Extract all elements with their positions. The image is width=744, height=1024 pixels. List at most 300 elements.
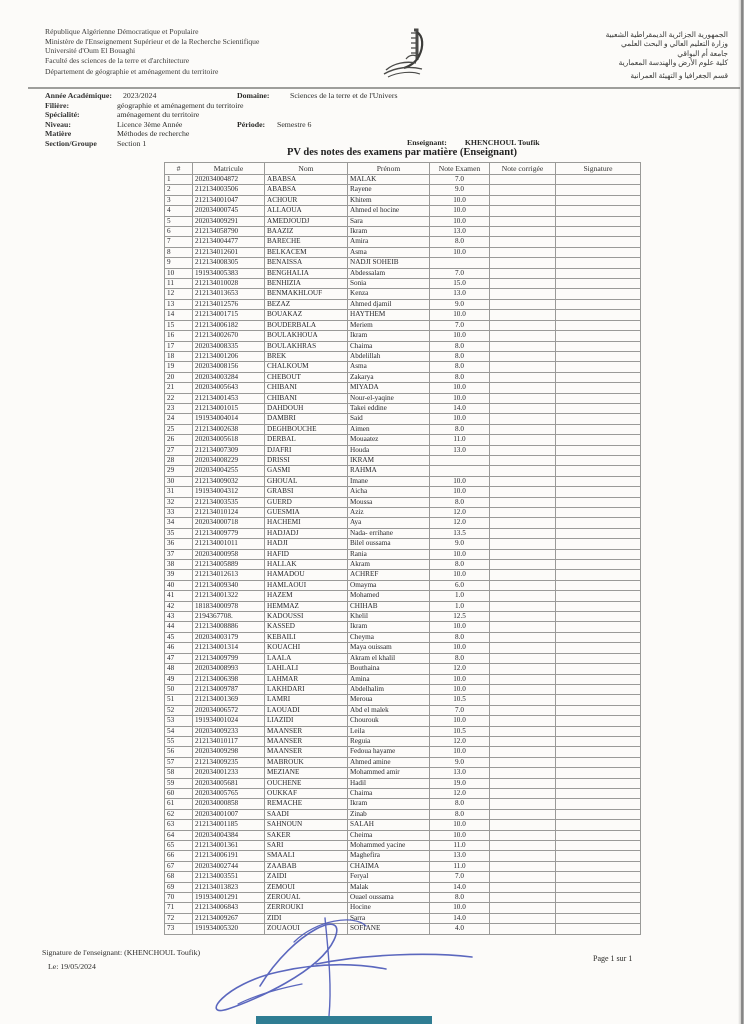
signature-cell	[556, 924, 641, 934]
table-row	[165, 320, 641, 330]
prenom-cell: Abdessalam	[348, 268, 430, 278]
row-number: 53	[165, 716, 193, 726]
note-examen-cell: 10.5	[430, 726, 490, 736]
signature-date: Le: 19/05/2024	[48, 962, 96, 971]
prenom-cell: Khelil	[348, 612, 430, 622]
matricule-cell: 202034001233	[193, 768, 265, 778]
bottom-scan-bar	[256, 1016, 432, 1024]
note-corrigee-cell	[490, 757, 556, 767]
table-row	[165, 747, 641, 757]
note-corrigee-cell	[490, 383, 556, 393]
nom-cell: REMACHE	[265, 799, 348, 809]
note-corrigee-cell	[490, 351, 556, 361]
matricule-cell: 212134006398	[193, 674, 265, 684]
note-corrigee-cell	[490, 778, 556, 788]
prenom-cell: Maya ouissam	[348, 643, 430, 653]
note-examen-cell: 8.0	[430, 560, 490, 570]
prenom-cell: Sonia	[348, 279, 430, 289]
note-corrigee-cell	[490, 466, 556, 476]
table-row	[165, 216, 641, 226]
signature-cell	[556, 841, 641, 851]
row-number: 9	[165, 258, 193, 268]
note-examen-cell: 10.0	[430, 684, 490, 694]
matricule-cell: 181834000978	[193, 601, 265, 611]
matricule-cell: 202034000745	[193, 206, 265, 216]
signature-cell	[556, 716, 641, 726]
prenom-cell: Mouaatez	[348, 435, 430, 445]
table-row	[165, 601, 641, 611]
matricule-cell: 202034003179	[193, 632, 265, 642]
matricule-cell: 191934004014	[193, 414, 265, 424]
nom-cell: MABROUK	[265, 757, 348, 767]
note-corrigee-cell	[490, 175, 556, 185]
matricule-cell: 212134006191	[193, 851, 265, 861]
matricule-cell: 212134009032	[193, 476, 265, 486]
prenom-cell: Sarra	[348, 913, 430, 923]
table-row	[165, 445, 641, 455]
note-examen-cell	[430, 258, 490, 268]
nom-cell: HALLAK	[265, 560, 348, 570]
header-line-ar: وزارة التعليم العالي و البحث العلمي	[621, 39, 728, 49]
row-number: 51	[165, 695, 193, 705]
signature-cell	[556, 383, 641, 393]
signature-cell	[556, 341, 641, 351]
nom-cell: ABABSA	[265, 185, 348, 195]
signature-cell	[556, 310, 641, 320]
note-examen-cell: 9.0	[430, 539, 490, 549]
signature-cell	[556, 476, 641, 486]
note-examen-cell: 7.0	[430, 268, 490, 278]
note-examen-cell: 14.0	[430, 403, 490, 413]
signature-cell	[556, 237, 641, 247]
col-matricule: Matricule	[193, 163, 265, 175]
signature-cell	[556, 299, 641, 309]
note-corrigee-cell	[490, 882, 556, 892]
matricule-cell: 202034004255	[193, 466, 265, 476]
note-corrigee-cell	[490, 695, 556, 705]
note-corrigee-cell	[490, 393, 556, 403]
prenom-cell: Chaima	[348, 341, 430, 351]
note-corrigee-cell	[490, 247, 556, 257]
note-corrigee-cell	[490, 216, 556, 226]
university-logo-icon	[376, 26, 432, 82]
matricule-cell: 212134005889	[193, 560, 265, 570]
note-corrigee-cell	[490, 528, 556, 538]
note-corrigee-cell	[490, 872, 556, 882]
note-corrigee-cell	[490, 747, 556, 757]
nom-cell: LIAZIDI	[265, 716, 348, 726]
matricule-cell: 212134010117	[193, 736, 265, 746]
col-signature: Signature	[556, 163, 641, 175]
table-row	[165, 591, 641, 601]
prenom-cell: Leila	[348, 726, 430, 736]
row-number: 55	[165, 736, 193, 746]
table-row	[165, 289, 641, 299]
nom-cell: CHIBANI	[265, 383, 348, 393]
matricule-cell: 191934005383	[193, 268, 265, 278]
row-number: 45	[165, 632, 193, 642]
row-number: 48	[165, 664, 193, 674]
signature-cell	[556, 445, 641, 455]
signature-cell	[556, 882, 641, 892]
matricule-cell: 212134013653	[193, 289, 265, 299]
note-corrigee-cell	[490, 601, 556, 611]
prenom-cell: Aimen	[348, 424, 430, 434]
table-row	[165, 383, 641, 393]
header-line: Département de géographie et aménagement du territoire	[45, 67, 219, 77]
prenom-cell: Rania	[348, 549, 430, 559]
nom-cell: BENHIZIA	[265, 279, 348, 289]
row-number: 11	[165, 279, 193, 289]
signature-cell	[556, 601, 641, 611]
matricule-cell: 202034009233	[193, 726, 265, 736]
prenom-cell: Said	[348, 414, 430, 424]
matricule-cell: 202034005618	[193, 435, 265, 445]
note-corrigee-cell	[490, 195, 556, 205]
signature-cell	[556, 632, 641, 642]
row-number: 41	[165, 591, 193, 601]
signature-cell	[556, 372, 641, 382]
nom-cell: HADJADJ	[265, 528, 348, 538]
prenom-cell: Ahmed el hocine	[348, 206, 430, 216]
info-value: Licence 3ème Année	[117, 119, 183, 129]
matricule-cell: 212134002638	[193, 424, 265, 434]
prenom-cell: CHIHAB	[348, 601, 430, 611]
row-number: 66	[165, 851, 193, 861]
row-number: 69	[165, 882, 193, 892]
note-examen-cell: 8.0	[430, 809, 490, 819]
note-examen-cell: 1.0	[430, 591, 490, 601]
table-row	[165, 632, 641, 642]
note-examen-cell: 12.0	[430, 736, 490, 746]
note-examen-cell: 10.0	[430, 487, 490, 497]
prenom-cell: Abdelhalim	[348, 684, 430, 694]
nom-cell: DRISSI	[265, 455, 348, 465]
row-number: 18	[165, 351, 193, 361]
table-row	[165, 403, 641, 413]
note-examen-cell: 9.0	[430, 185, 490, 195]
note-corrigee-cell	[490, 372, 556, 382]
info-row	[45, 101, 705, 111]
nom-cell: BENMAKHLOUF	[265, 289, 348, 299]
row-number: 42	[165, 601, 193, 611]
signature-cell	[556, 268, 641, 278]
row-number: 37	[165, 549, 193, 559]
prenom-cell: Hocine	[348, 903, 430, 913]
matricule-cell: 212134009787	[193, 684, 265, 694]
matricule-cell: 191934001024	[193, 716, 265, 726]
prenom-cell: Imane	[348, 476, 430, 486]
note-examen-cell: 12.0	[430, 518, 490, 528]
signature-cell	[556, 788, 641, 798]
matricule-cell: 212134013823	[193, 882, 265, 892]
table-row	[165, 310, 641, 320]
nom-cell: GASMI	[265, 466, 348, 476]
note-examen-cell: 10.0	[430, 476, 490, 486]
note-corrigee-cell	[490, 435, 556, 445]
row-number: 64	[165, 830, 193, 840]
row-number: 6	[165, 227, 193, 237]
nom-cell: KEBAILI	[265, 632, 348, 642]
signature-cell	[556, 913, 641, 923]
nom-cell: LAMRI	[265, 695, 348, 705]
table-row	[165, 227, 641, 237]
info-value: géographie et aménagement du territoire	[117, 100, 244, 110]
signature-cell	[556, 455, 641, 465]
row-number: 23	[165, 403, 193, 413]
table-row	[165, 622, 641, 632]
prenom-cell: Zinab	[348, 809, 430, 819]
note-examen-cell: 12.0	[430, 664, 490, 674]
signature-cell	[556, 362, 641, 372]
header-line-ar: جامعة أم البواقي	[677, 48, 728, 58]
table-row	[165, 185, 641, 195]
matricule-cell: 202034000858	[193, 799, 265, 809]
note-examen-cell: 9.0	[430, 299, 490, 309]
table-row	[165, 643, 641, 653]
note-corrigee-cell	[490, 560, 556, 570]
nom-cell: BARECHE	[265, 237, 348, 247]
note-corrigee-cell	[490, 331, 556, 341]
signature-cell	[556, 206, 641, 216]
note-examen-cell: 10.0	[430, 549, 490, 559]
info-label: Spécialité:	[45, 110, 80, 120]
row-number: 3	[165, 195, 193, 205]
nom-cell: HAMADOU	[265, 570, 348, 580]
nom-cell: SMAALI	[265, 851, 348, 861]
nom-cell: DAMBRI	[265, 414, 348, 424]
note-examen-cell: 12.0	[430, 788, 490, 798]
signature-cell	[556, 289, 641, 299]
row-number: 21	[165, 383, 193, 393]
matricule-cell: 212134003551	[193, 872, 265, 882]
note-corrigee-cell	[490, 570, 556, 580]
table-row	[165, 872, 641, 882]
signature-cell	[556, 185, 641, 195]
note-examen-cell: 11.0	[430, 861, 490, 871]
grades-table-body	[165, 175, 641, 935]
nom-cell: DAHDOUH	[265, 403, 348, 413]
info-label: Matière	[45, 129, 72, 139]
note-corrigee-cell	[490, 539, 556, 549]
nom-cell: BENGHALIA	[265, 268, 348, 278]
table-row	[165, 716, 641, 726]
table-row	[165, 497, 641, 507]
note-examen-cell: 13.0	[430, 768, 490, 778]
row-number: 12	[165, 289, 193, 299]
signature-cell	[556, 497, 641, 507]
row-number: 40	[165, 580, 193, 590]
prenom-cell: Mohammed amir	[348, 768, 430, 778]
matricule-cell: 212134002670	[193, 331, 265, 341]
nom-cell: ZEMOUI	[265, 882, 348, 892]
row-number: 44	[165, 622, 193, 632]
row-number: 58	[165, 768, 193, 778]
nom-cell: HEMMAZ	[265, 601, 348, 611]
row-number: 34	[165, 518, 193, 528]
note-examen-cell: 12.5	[430, 612, 490, 622]
matricule-cell: 212134007309	[193, 445, 265, 455]
info-label: Année Académique:	[45, 91, 112, 100]
prenom-cell: MALAK	[348, 175, 430, 185]
header-divider	[28, 87, 740, 89]
table-row	[165, 331, 641, 341]
nom-cell: BREK	[265, 351, 348, 361]
table-row	[165, 830, 641, 840]
note-examen-cell: 11.0	[430, 435, 490, 445]
nom-cell: ZERROUKI	[265, 903, 348, 913]
note-corrigee-cell	[490, 716, 556, 726]
note-examen-cell: 10.0	[430, 310, 490, 320]
table-row	[165, 424, 641, 434]
prenom-cell: Rayene	[348, 185, 430, 195]
note-examen-cell: 10.0	[430, 383, 490, 393]
note-corrigee-cell	[490, 476, 556, 486]
note-examen-cell: 14.0	[430, 882, 490, 892]
note-corrigee-cell	[490, 268, 556, 278]
note-examen-cell: 8.0	[430, 653, 490, 663]
table-row	[165, 539, 641, 549]
grades-table	[164, 162, 641, 935]
note-examen-cell: 10.0	[430, 570, 490, 580]
info-row	[45, 91, 705, 101]
matricule-cell: 202034001007	[193, 809, 265, 819]
header-line: Faculté des sciences de la terre et d'architecture	[45, 55, 190, 65]
matricule-cell: 212134004477	[193, 237, 265, 247]
note-examen-cell: 10.0	[430, 414, 490, 424]
row-number: 15	[165, 320, 193, 330]
table-row	[165, 362, 641, 372]
matricule-cell: 212134008886	[193, 622, 265, 632]
nom-cell: HAZEM	[265, 591, 348, 601]
note-corrigee-cell	[490, 684, 556, 694]
prenom-cell: NADJI SOHEIB	[348, 258, 430, 268]
matricule-cell: 212134009267	[193, 913, 265, 923]
nom-cell: HAMLAOUI	[265, 580, 348, 590]
row-number: 19	[165, 362, 193, 372]
note-corrigee-cell	[490, 893, 556, 903]
note-corrigee-cell	[490, 310, 556, 320]
table-row	[165, 809, 641, 819]
table-row	[165, 435, 641, 445]
nom-cell: LAALA	[265, 653, 348, 663]
row-number: 17	[165, 341, 193, 351]
signature-cell	[556, 508, 641, 518]
note-corrigee-cell	[490, 726, 556, 736]
matricule-cell: 212134003535	[193, 497, 265, 507]
nom-cell: HADJI	[265, 539, 348, 549]
prenom-cell: Aicha	[348, 487, 430, 497]
note-examen-cell: 12.0	[430, 508, 490, 518]
row-number: 39	[165, 570, 193, 580]
table-row	[165, 580, 641, 590]
note-corrigee-cell	[490, 227, 556, 237]
note-corrigee-cell	[490, 820, 556, 830]
signature-cell	[556, 861, 641, 871]
table-row	[165, 736, 641, 746]
nom-cell: BELKACEM	[265, 247, 348, 257]
note-corrigee-cell	[490, 518, 556, 528]
note-examen-cell: 8.0	[430, 372, 490, 382]
table-row	[165, 487, 641, 497]
matricule-cell: 212134008305	[193, 258, 265, 268]
prenom-cell: Chourouk	[348, 716, 430, 726]
matricule-cell: 2194367708.	[193, 612, 265, 622]
matricule-cell: 202034004384	[193, 830, 265, 840]
matricule-cell: 202034000958	[193, 549, 265, 559]
table-row	[165, 893, 641, 903]
nom-cell: MAANSER	[265, 747, 348, 757]
nom-cell: BENAISSA	[265, 258, 348, 268]
prenom-cell: Takei eddine	[348, 403, 430, 413]
table-row	[165, 341, 641, 351]
signature-cell	[556, 403, 641, 413]
table-row	[165, 528, 641, 538]
nom-cell: LAOUADI	[265, 705, 348, 715]
nom-cell: LAHMAR	[265, 674, 348, 684]
matricule-cell: 191934005320	[193, 924, 265, 934]
row-number: 29	[165, 466, 193, 476]
prenom-cell: RAHMA	[348, 466, 430, 476]
note-examen-cell: 8.0	[430, 237, 490, 247]
nom-cell: BEZAZ	[265, 299, 348, 309]
prenom-cell: Mohamed	[348, 591, 430, 601]
signature-cell	[556, 466, 641, 476]
page-title: PV des notes des examens par matière (Enseignant)	[286, 147, 518, 158]
prenom-cell: Ikram	[348, 622, 430, 632]
matricule-cell: 212134001369	[193, 695, 265, 705]
matricule-cell: 212134010028	[193, 279, 265, 289]
row-number: 27	[165, 445, 193, 455]
table-row	[165, 820, 641, 830]
enseignant-label: Enseignant:	[407, 138, 447, 147]
row-number: 73	[165, 924, 193, 934]
row-number: 38	[165, 560, 193, 570]
signature-cell	[556, 216, 641, 226]
info-value: Section 1	[117, 138, 147, 148]
table-row	[165, 455, 641, 465]
table-row	[165, 570, 641, 580]
row-number: 54	[165, 726, 193, 736]
signature-cell	[556, 195, 641, 205]
header-line-ar: كلية علوم الأرض والهندسة المعمارية	[618, 58, 728, 68]
info-label: Filière:	[45, 100, 70, 110]
info-value: aménagement du territoire	[117, 110, 200, 120]
note-corrigee-cell	[490, 455, 556, 465]
prenom-cell: Abd el malek	[348, 705, 430, 715]
col-note-examen: Note Examen	[430, 163, 490, 175]
nom-cell: GRABSI	[265, 487, 348, 497]
signature-cell	[556, 435, 641, 445]
matricule-cell: 202034008229	[193, 455, 265, 465]
prenom-cell: Nada- errihane	[348, 528, 430, 538]
signature-cell	[556, 247, 641, 257]
prenom-cell: Kenza	[348, 289, 430, 299]
table-row	[165, 299, 641, 309]
nom-cell: AMEDJOUDJ	[265, 216, 348, 226]
signature-cell	[556, 851, 641, 861]
prenom-cell: Moussa	[348, 497, 430, 507]
row-number: 43	[165, 612, 193, 622]
row-number: 60	[165, 788, 193, 798]
note-examen-cell: 8.0	[430, 351, 490, 361]
table-row	[165, 195, 641, 205]
prenom-cell: Bouthaina	[348, 664, 430, 674]
nom-cell: SARI	[265, 841, 348, 851]
prenom-cell: HAYTHEM	[348, 310, 430, 320]
signature-cell	[556, 393, 641, 403]
row-number: 63	[165, 820, 193, 830]
